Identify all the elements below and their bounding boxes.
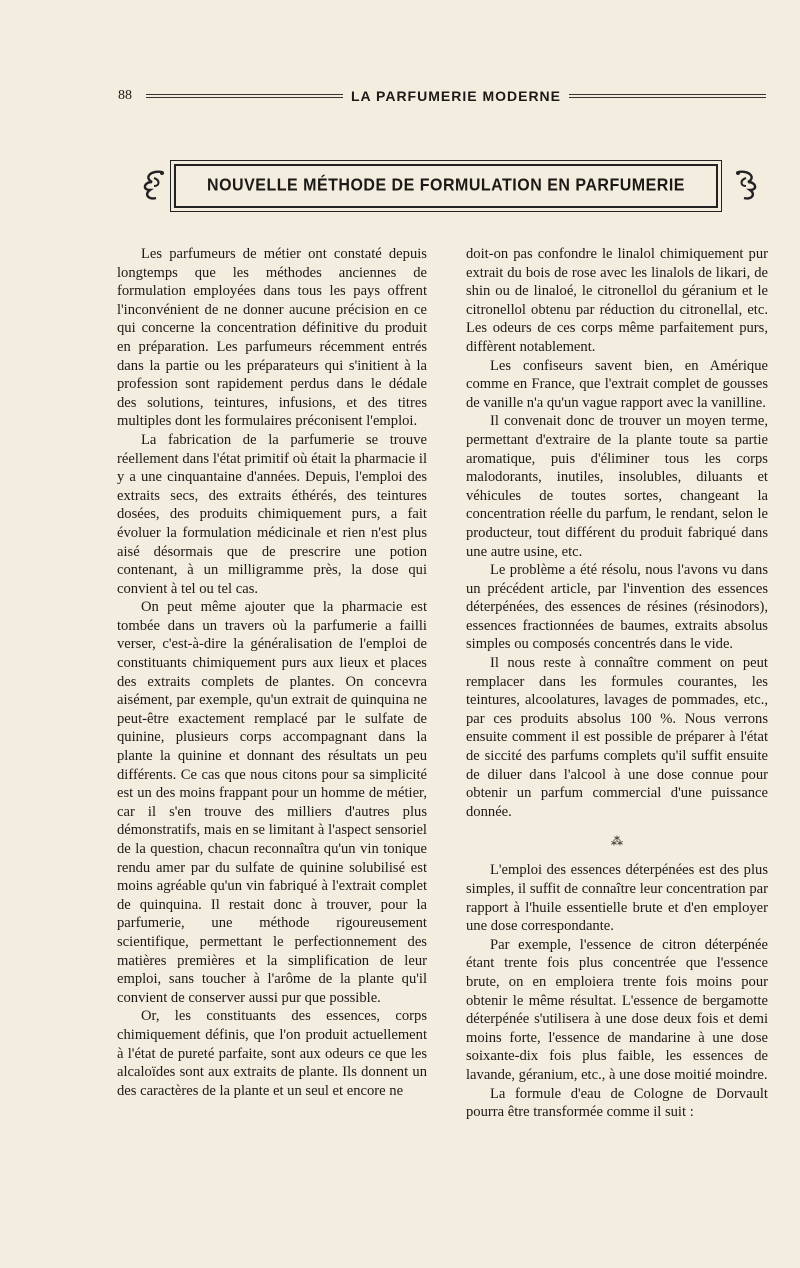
article-title-block: [140, 160, 760, 212]
asterism-icon: ⁂: [611, 834, 623, 849]
paragraph: Or, les constituants des essences, corps chimiquement définis, que l'on produit actuellement à l'état de pureté parfaite, sont aux odeurs ce que les alcaloïdes sont aux extraits de plante. Ils donnent un des caractères de la plante et un seul et encore ne: [117, 1008, 427, 1099]
fleuron-ornament-icon: [140, 168, 168, 202]
right-column: [466, 245, 768, 1122]
section-separator: [466, 821, 768, 861]
article-title: NOUVELLE MÉTHODE DE FORMULATION EN PARFUMERIE: [207, 175, 685, 195]
title-frame: [170, 160, 722, 212]
paragraph: Le problème a été résolu, nous l'avons vu dans un précédent article, par l'invention des essences déterpénées, des essences de résines (résinodors), essences fractionnées de baumes, extraits absolus simples ou composés concentrés dans le vide.: [466, 562, 768, 653]
paragraph: La fabrication de la parfumerie se trouve réellement dans l'état primitif où était la pharmacie il y a une cinquantaine d'années. Depuis, l'emploi des extraits secs, des extraits éthérés, des teintures dosées, des produits chimiquement purs, a fait évoluer la formulation médicinale et rien n'est plus aisé désormais que de prescrire une potion contenant, à un milligramme près, la dose qui convient à tel ou tel cas.: [117, 431, 427, 597]
header-rule-left: [146, 94, 343, 98]
paragraph: Les parfumeurs de métier ont constaté depuis longtemps que les méthodes anciennes de formulation employées dans tous les pays offrent l'inconvénient de ne donner aucune précision en ce qui concerne la concentration définitive du produit en préparation. Les parfumeurs récemment entrés dans la partie ou les préparateurs qui s'initient à la profession sont rapidement perdus dans le dédale des solutions, teintures, infusions, et des titres multiples dont les formulaires préconisent l'emploi.: [117, 246, 427, 430]
page-number: 88: [118, 88, 132, 103]
paragraph: La formule d'eau de Cologne de Dorvault pourra être transformée comme il suit :: [466, 1085, 768, 1121]
paragraph: doit-on pas confondre le linalol chimiquement pur extrait du bois de rose avec les linalols de likari, de shin ou de linaloé, le citronellol du géranium et le citronellol obtenu par réduction du citronellal, etc. Les odeurs de ces corps même parfaitement purs, diffèrent notablement.: [466, 246, 768, 355]
paragraph: L'emploi des essences déterpénées est des plus simples, il suffit de connaître leur concentration par rapport à l'huile essentielle brute et d'en employer une dose correspondante.: [466, 862, 768, 935]
fleuron-ornament-icon: [732, 168, 760, 202]
paragraph: Il nous reste à connaître comment on peut remplacer dans les formules courantes, les teintures, alcoolatures, lavages de pommades, etc., par ces produits absolus 100 %. Nous verrons ensuite comment il est possible de préparer à l'état de siccité des parfums complets qu'il suffit ensuite de diluer dans l'alcool à une dose connue pour obtenir un parfum commercial d'une puissance donnée.: [466, 655, 768, 820]
running-header: [118, 86, 766, 106]
running-title: LA PARFUMERIE MODERNE: [351, 88, 561, 104]
paragraph: On peut même ajouter que la pharmacie est tombée dans un travers où la parfumerie a failli verser, c'est-à-dire la généralisation de l'emploi de constituants chimiquement purs aux lieux et places des extraits complets de plantes. On concevra aisément, par exemple, qu'un extrait de quinquina ne peut-être exactement remplacé par le sulfate de quinine, plusieurs corps accompagnant dans la plante la quinine et donnant des résultats un peu différents. Ce cas que nous citons pour sa simplicité est un des moins frappant pour un homme de métier, car il s'en trouve des milliers d'autres plus démonstratifs, mais en se limitant à l'aspect sensoriel de la question, chacun reconnaîtra qu'un vin tonique rendu amer par du sulfate de quinine solubilisé est moins agréable qu'un vin fabriqué à l'extrait complet de quinquina. Il restait donc à trouver, pour la parfumerie, une méthode rigoureusement scientifique, permettant le perfectionnement des matières premières et la simplification de leur emploi, sans toucher à l'arôme de la plante qu'il convient de conserver aussi pur que possible.: [117, 599, 427, 1006]
header-rule-right: [569, 94, 766, 98]
left-column: [117, 245, 427, 1100]
paragraph: Il convenait donc de trouver un moyen terme, permettant d'extraire de la plante toute sa partie aromatique, puis d'éliminer tous les corps malodorants, inutiles, insolubles, diluants et véhicules de toutes sortes, changeant la concentration réelle du parfum, le rendant, selon le producteur, tout différent du produit fabriqué dans une autre usine, etc.: [466, 413, 768, 560]
paragraph: Par exemple, l'essence de citron déterpénée étant trente fois plus concentrée que l'essence brute, on en emploiera trente fois moins pour obtenir le même résultat. L'essence de bergamotte déterpénée s'utilisera à une dose deux fois et demi moins forte, l'essence de mandarine à une dose soixante-dix fois plus faible, les essences de lavande, géranium, etc., à une dose moitié moindre.: [466, 936, 768, 1083]
paragraph: Les confiseurs savent bien, en Amérique comme en France, que l'extrait complet de gousses de vanille n'a qu'un vague rapport avec la vanilline.: [466, 357, 768, 411]
